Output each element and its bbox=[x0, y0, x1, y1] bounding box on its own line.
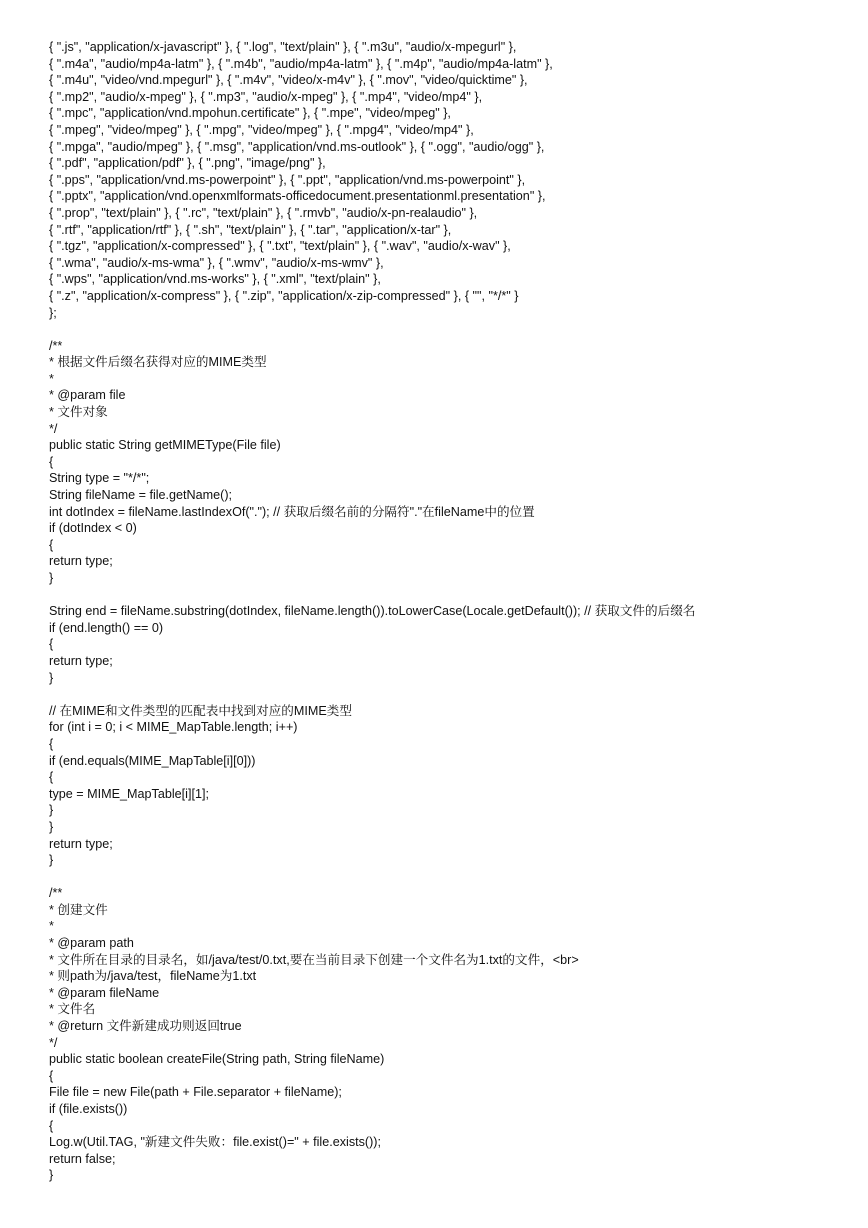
code-line: { ".tgz", "application/x-compressed" }, { ".txt", "text/plain" }, { ".wav", "audio/x-wav" }, bbox=[49, 239, 511, 254]
code-line: { ".rtf", "application/rtf" }, { ".sh", "text/plain" }, { ".tar", "application/x-tar" }, bbox=[49, 222, 452, 237]
code-line: * 创建文件 bbox=[49, 902, 108, 917]
code-line: { bbox=[49, 1068, 54, 1083]
code-line: * bbox=[49, 371, 54, 386]
code-line: * 文件所在目录的目录名，如/java/test/0.txt,要在当前目录下创建一个文件名为1.txt的文件，<br> bbox=[49, 952, 579, 967]
code-line: } bbox=[49, 670, 54, 685]
code-line: { ".wps", "application/vnd.ms-works" }, { ".xml", "text/plain" }, bbox=[49, 272, 381, 287]
code-line: } bbox=[49, 1168, 54, 1183]
code-line: */ bbox=[49, 1035, 58, 1050]
code-line: * @param fileName bbox=[49, 985, 160, 1000]
code-line: if (dotIndex < 0) bbox=[49, 521, 137, 536]
blank-line bbox=[49, 686, 849, 703]
code-line: if (file.exists()) bbox=[49, 1102, 128, 1116]
code-line: { ".mpc", "application/vnd.mpohun.certificate" }, { ".mpe", "video/mpeg" }, bbox=[49, 106, 451, 121]
blank-line bbox=[49, 587, 849, 604]
document-page bbox=[49, 39, 849, 1184]
code-line: String end = fileName.substring(dotIndex, fileName.length()).toLowerCase(Locale.getDefault()); // 获取文件的后缀名 bbox=[49, 604, 696, 619]
code-line: { ".js", "application/x-javascript" }, { ".log", "text/plain" }, { ".m3u", "audio/x-mpegurl" }, bbox=[49, 40, 517, 54]
code-line: } bbox=[49, 853, 54, 868]
code-line: */ bbox=[49, 421, 58, 436]
code-line: * 则path为/java/test，fileName为1.txt bbox=[49, 969, 257, 984]
code-line: { bbox=[49, 537, 54, 552]
blank-line bbox=[49, 869, 849, 886]
code-line: return false; bbox=[49, 1151, 116, 1166]
code-line: { bbox=[49, 770, 54, 785]
code-line: { ".mpga", "audio/mpeg" }, { ".msg", "application/vnd.ms-outlook" }, { ".ogg", "audio/ogg" }, bbox=[49, 139, 545, 154]
code-line: return type; bbox=[49, 836, 113, 851]
code-line: String fileName = file.getName(); bbox=[49, 488, 233, 503]
code-line: if (end.equals(MIME_MapTable[i][0])) bbox=[49, 753, 256, 768]
code-line: /** bbox=[49, 886, 63, 901]
code-line: return type; bbox=[49, 653, 113, 668]
code-line: } bbox=[49, 819, 54, 834]
code-line: // 在MIME和文件类型的匹配表中找到对应的MIME类型 bbox=[49, 703, 352, 718]
code-line: { ".pptx", "application/vnd.openxmlformats-officedocument.presentationml.presentation" }, bbox=[49, 189, 546, 204]
code-line: { ".m4a", "audio/mp4a-latm" }, { ".m4b", "audio/mp4a-latm" }, { ".m4p", "audio/mp4a-latm" }, bbox=[49, 56, 553, 71]
code-line: String type = "*/*"; bbox=[49, 471, 150, 486]
code-line: { ".m4u", "video/vnd.mpegurl" }, { ".m4v", "video/x-m4v" }, { ".mov", "video/quicktime" }, bbox=[49, 73, 528, 88]
blank-line bbox=[49, 321, 849, 338]
code-line: public static String getMIMEType(File file) bbox=[49, 438, 281, 453]
code-line: * @param path bbox=[49, 936, 134, 951]
code-line: } bbox=[49, 571, 54, 585]
code-line: File file = new File(path + File.separator + fileName); bbox=[49, 1085, 342, 1100]
code-line: for (int i = 0; i < MIME_MapTable.length; i++) bbox=[49, 720, 298, 735]
code-line: Log.w(Util.TAG, "新建文件失败：file.exist()=" + file.exists()); bbox=[49, 1135, 381, 1150]
code-line: /** bbox=[49, 338, 63, 353]
code-line: return type; bbox=[49, 554, 113, 569]
code-line: { bbox=[49, 637, 54, 652]
code-line: * 文件名 bbox=[49, 1002, 96, 1017]
code-line: * bbox=[49, 919, 54, 934]
code-line: { ".wma", "audio/x-ms-wma" }, { ".wmv", "audio/x-ms-wmv" }, bbox=[49, 255, 384, 270]
code-line: }; bbox=[49, 305, 57, 320]
code-line: public static boolean createFile(String path, String fileName) bbox=[49, 1052, 385, 1067]
code-line: { ".z", "application/x-compress" }, { ".zip", "application/x-zip-compressed" }, { "", "*/*" } bbox=[49, 288, 519, 303]
code-line: { ".pps", "application/vnd.ms-powerpoint" }, { ".ppt", "application/vnd.ms-powerpoint" }, bbox=[49, 172, 526, 187]
code-line: * 根据文件后缀名获得对应的MIME类型 bbox=[49, 355, 267, 370]
code-line: } bbox=[49, 803, 54, 818]
code-line: int dotIndex = fileName.lastIndexOf("."); // 获取后缀名前的分隔符"."在fileName中的位置 bbox=[49, 504, 535, 519]
code-line: { bbox=[49, 454, 54, 469]
code-line: { ".pdf", "application/pdf" }, { ".png", "image/png" }, bbox=[49, 156, 326, 171]
code-line: * 文件对象 bbox=[49, 405, 108, 420]
code-line: { bbox=[49, 736, 54, 751]
code-line: if (end.length() == 0) bbox=[49, 620, 164, 635]
code-line: { ".mp2", "audio/x-mpeg" }, { ".mp3", "audio/x-mpeg" }, { ".mp4", "video/mp4" }, bbox=[49, 89, 483, 104]
code-line: { ".mpeg", "video/mpeg" }, { ".mpg", "video/mpeg" }, { ".mpg4", "video/mp4" }, bbox=[49, 122, 474, 137]
code-line: { ".prop", "text/plain" }, { ".rc", "text/plain" }, { ".rmvb", "audio/x-pn-realaudio" }, bbox=[49, 205, 478, 220]
code-line: { bbox=[49, 1118, 54, 1133]
code-line: * @param file bbox=[49, 388, 126, 403]
code-line: type = MIME_MapTable[i][1]; bbox=[49, 786, 209, 801]
code-line: * @return 文件新建成功则返回true bbox=[49, 1019, 242, 1034]
